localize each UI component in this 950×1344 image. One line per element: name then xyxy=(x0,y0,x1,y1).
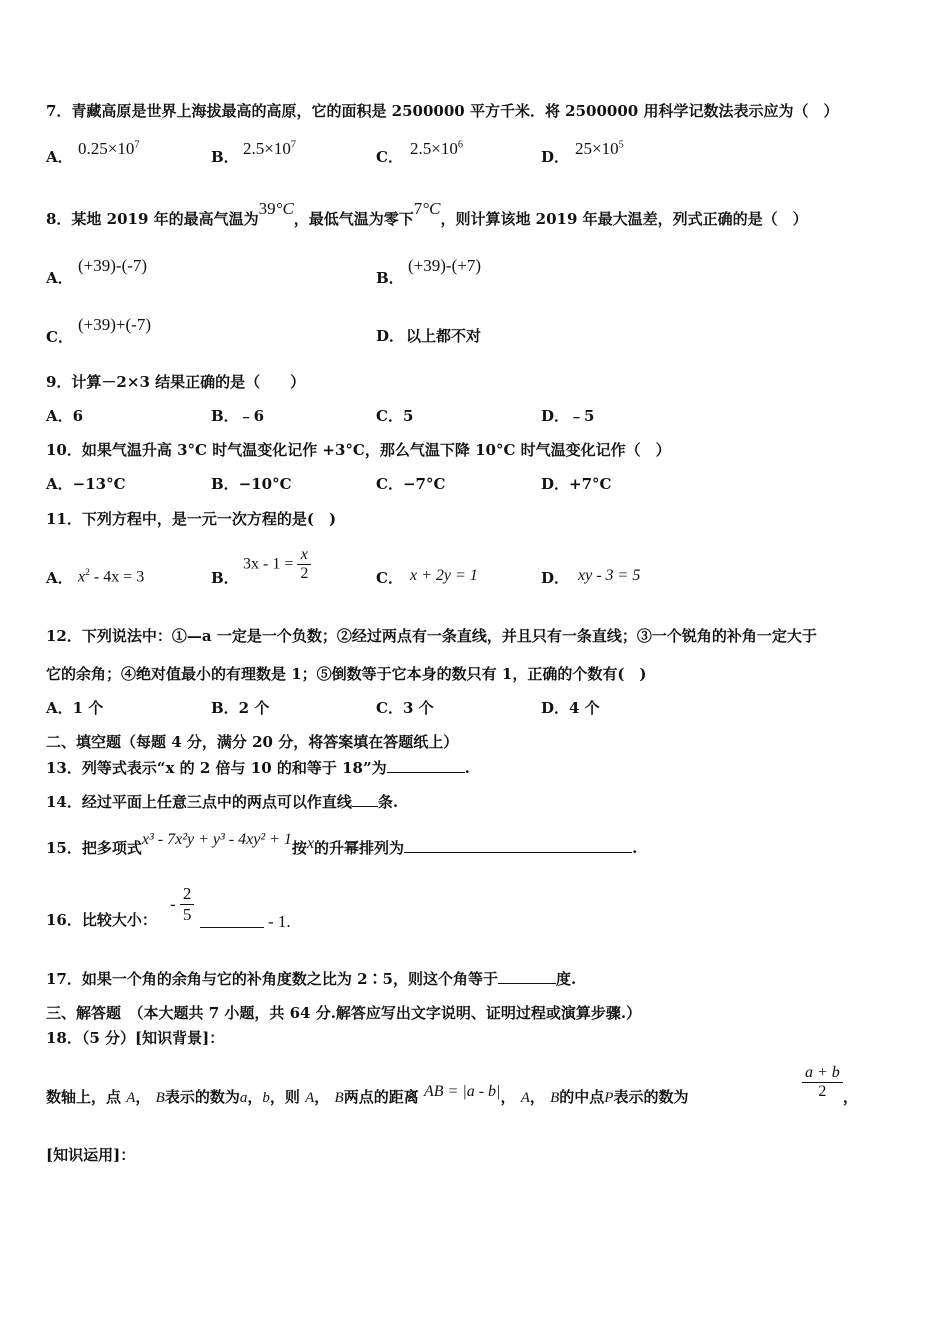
q8-option-a: (+39)-(-7) xyxy=(78,256,148,275)
q11-stem: 11．下列方程中，是一元一次方程的是( ) xyxy=(46,510,337,528)
q8-option-b: (+39)-(+7) xyxy=(408,256,481,275)
q9-stem: 9．计算－2×3 结果正确的是（ ） xyxy=(46,373,306,391)
q18-background-text: 数轴上，点 A， B表示的数为a，b，则 A， B两点的距离 AB = |a - b|， A， B的中点P表示的数为 xyxy=(46,1083,689,1106)
q12-option-d: D．4 个 xyxy=(541,699,600,717)
q11-label-b: B． xyxy=(211,569,239,587)
q11-label-a: A． xyxy=(46,569,73,587)
q9-option-d: D．﹣5 xyxy=(541,407,595,425)
q15: 15．把多项式x³ - 7x²y + y³ - 4xy² + 1按x的升幂排列为 . xyxy=(46,831,638,857)
q12-option-b: B．2 个 xyxy=(211,699,270,717)
q10-option-d: D．+7°C xyxy=(541,475,612,493)
q9-option-a: A．6 xyxy=(46,407,84,425)
q12-option-a: A．1 个 xyxy=(46,699,104,717)
q8-option-c: (+39)+(-7) xyxy=(78,315,151,334)
q8-label-c: C． xyxy=(46,328,73,346)
q8-label-b: B． xyxy=(376,269,404,287)
q12-stem-line1: 12．下列说法中：①—a 一定是一个负数；②经过两点有一条直线，并且只有一条直线；③一个锐角的补角一定大于 xyxy=(46,627,817,645)
q17-answer-blank[interactable] xyxy=(498,983,556,984)
q11-label-d: D． xyxy=(541,569,570,587)
q8-option-d: 以上都不对 xyxy=(406,327,482,345)
q13: 13．列等式表示“x 的 2 倍与 10 的和等于 18”为 . xyxy=(46,759,470,777)
q7-label-d: D． xyxy=(541,148,570,166)
q18-subheading: [知识运用]： xyxy=(46,1146,136,1164)
q18-midpoint-fraction: $\frac{a + b}{2}$ xyxy=(802,1064,843,1101)
q8-label-a: A． xyxy=(46,269,73,287)
q11-option-c: x + 2y = 1 xyxy=(410,567,478,584)
q14-answer-blank[interactable] xyxy=(352,806,378,807)
q7-option-a: $0.25\times 10^7$ xyxy=(78,139,140,158)
q7-stem: 7．青藏高原是世界上海拔最高的高原，它的面积是 2500000 平方千米．将 2500000 用科学记数法表示应为（ ） xyxy=(46,102,839,120)
q7-option-c: $2.5\times 10^6$ xyxy=(410,139,463,158)
q12-option-c: C．3 个 xyxy=(376,699,434,717)
q15-answer-blank[interactable] xyxy=(404,852,632,853)
q12-stem-line2: 它的余角；④绝对值最小的有理数是 1；⑤倒数等于它本身的数只有 1，正确的个数有( ) xyxy=(46,665,647,683)
q7-label-a: A． xyxy=(46,148,73,166)
q10-stem: 10．如果气温升高 3°C 时气温变化记作 +3°C，那么气温下降 10°C 时气温变化记作（ ） xyxy=(46,441,671,459)
q10-option-a: A．−13°C xyxy=(46,475,126,493)
q10-option-b: B．−10°C xyxy=(211,475,292,493)
q11-option-d: xy - 3 = 5 xyxy=(578,567,641,584)
q7-label-c: C． xyxy=(376,148,403,166)
q14: 14．经过平面上任意三点中的两点可以作直线 条. xyxy=(46,793,399,811)
q8-label-d: D． xyxy=(376,327,405,345)
q16-label: 16．比较大小： xyxy=(46,911,157,929)
q7-option-b: $2.5\times 10^7$ xyxy=(243,139,296,158)
q11-option-b: 3x - 1 = $\frac{x}{2}$ xyxy=(243,546,311,583)
q16-expression: - $\frac{2}{5}$ xyxy=(170,884,194,925)
q18-heading: 18．（5 分）[知识背景]： xyxy=(46,1029,225,1047)
q13-answer-blank[interactable] xyxy=(387,772,465,773)
q7-option-d: $25\times 10^5$ xyxy=(575,139,624,158)
section-2-heading: 二、填空题（每题 4 分，满分 20 分，将答案填在答题纸上） xyxy=(46,733,459,751)
q10-option-c: C．−7°C xyxy=(376,475,446,493)
q11-option-a: $x^2 - 4x = 3$ xyxy=(78,567,145,586)
q9-option-b: B．﹣6 xyxy=(211,407,265,425)
section-3-heading: 三、解答题 （本大题共 7 小题，共 64 分.解答应写出文字说明、证明过程或演算步骤.） xyxy=(46,1004,642,1022)
q16-rhs: - 1. xyxy=(268,912,291,931)
q8-stem: 8．某地 2019 年的最高气温为39°C，最低气温为零下7°C，则计算该地 2019 年最大温差，列式正确的是（ ） xyxy=(46,199,808,228)
q17: 17．如果一个角的余角与它的补角度数之比为 2∶5，则这个角等于 度. xyxy=(46,970,577,988)
q7-label-b: B． xyxy=(211,148,239,166)
q18-trailing-comma: ， xyxy=(843,1088,859,1106)
q16-answer-blank[interactable] xyxy=(200,912,264,928)
q9-option-c: C．5 xyxy=(376,407,414,425)
q11-label-c: C． xyxy=(376,569,403,587)
